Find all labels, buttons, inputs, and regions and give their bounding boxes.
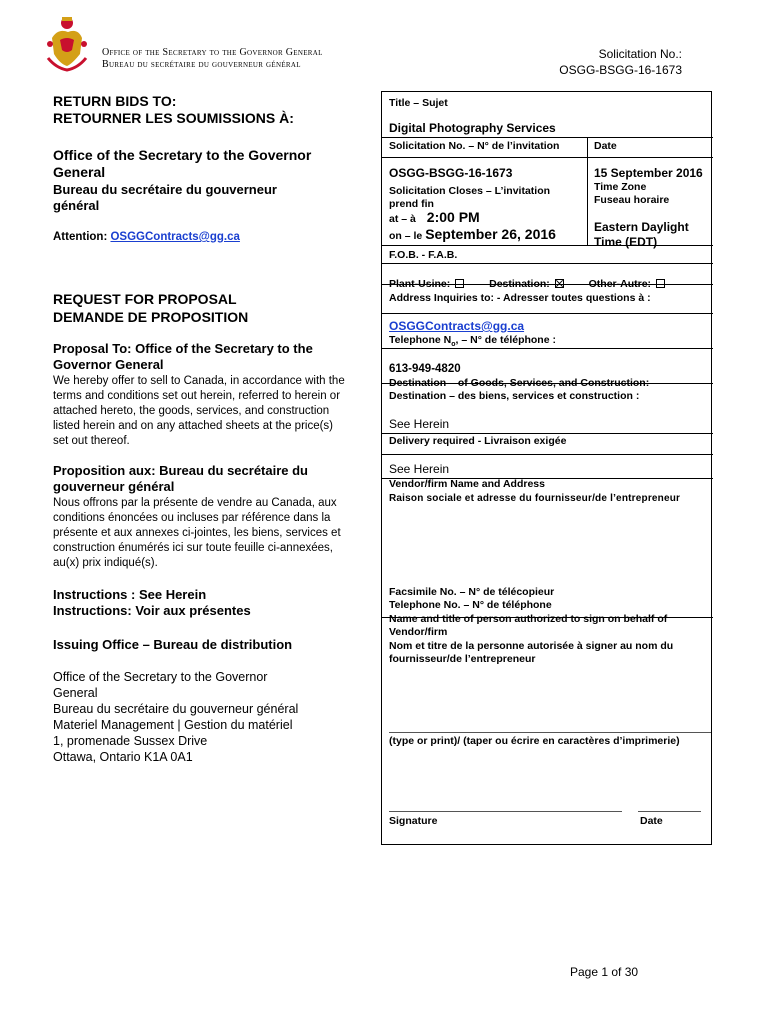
plant-checkbox[interactable] [455,279,464,288]
close-time-line [389,211,480,226]
telephone-label-sub: o [451,341,456,349]
rfp-en: REQUEST FOR PROPOSAL [53,291,237,307]
fax-label: Facsimile No. – N° de télécopieur [389,586,555,598]
address-line: Ottawa, Ontario K1A 0A1 [53,750,193,764]
fob-options [389,278,667,291]
office-title-en: Office of the Secretary to the Governor General [102,47,323,58]
office-title [102,47,323,71]
sol-no-label: Solicitation No. – N° de l’invitation [389,140,560,152]
attention-label: Attention: [53,231,111,243]
address-line: Bureau du secrétaire du gouverneur général [53,702,299,716]
solicitation-header [559,46,682,78]
signature-line [389,811,622,812]
address-line: Materiel Management | Gestion du matériel [53,718,293,732]
solicitation-label: Solicitation No.: [598,47,682,61]
close-date-value: September 26, 2016 [425,226,556,242]
page-number: Page 1 of 30 [570,965,639,979]
office-name-fr: Bureau du secrétaire du gouverneur général [53,182,277,213]
close-date-line [389,228,556,243]
on-label: on – le [389,230,423,242]
plant-label: Plant-Usine: [389,278,451,290]
name-signature-line [389,732,711,733]
authorized-label-en: Name and title of person authorized to sign on behalf of Vendor/firm [389,613,668,638]
attention-line [53,231,240,243]
authorized-label-fr: Nom et titre de la personne autorisée à signer au nom du fournisseur/de l’entrepreneur [389,640,674,665]
signature-date-label: Date [640,815,663,827]
return-bids-en: RETURN BIDS TO: [53,93,177,109]
telephone-label [389,334,556,351]
issuing-office: Issuing Office – Bureau de distribution [53,637,293,652]
tz-label-en: Time Zone [594,181,647,193]
instructions-fr: Instructions: Voir aux présentes [53,603,251,618]
tz-value: Eastern Daylight Time (EDT) [594,220,689,249]
sol-no-value: OSGG-BSGG-16-1673 [389,166,513,180]
dest-goods-fr: Destination – des biens, services et construction : [389,390,640,402]
phone-label: Telephone No. – N° de téléphone [389,599,552,611]
address-inquiries-label: Address Inquiries to: - Adresser toutes questions à : [389,292,651,304]
solicitation-number: OSGG-BSGG-16-1673 [559,63,682,77]
office-name-en: Office of the Secretary to the Governor General [53,147,312,180]
fob-label: F.O.B. - F.A.B. [389,249,458,261]
date-line [638,811,701,812]
telephone-label-text: Telephone N [389,334,452,346]
return-bids-fr: RETOURNER LES SOUMISSIONS À: [53,110,294,126]
see-herein-delivery: See Herein [389,462,450,476]
title-label: Title – Sujet [389,97,448,109]
vendor-label-en: Vendor/firm Name and Address [389,478,545,490]
see-herein-destination: See Herein [389,417,450,431]
attention-email-link[interactable]: OSGGContracts@gg.ca [110,231,240,243]
destination-label: Destination: [489,278,550,290]
destination-checkbox[interactable] [555,279,564,288]
signature-label: Signature [389,815,438,827]
date-label: Date [594,140,617,152]
delivery-label: Delivery required - Livraison exigée [389,435,567,447]
closes-label: Solicitation Closes – L’invitation prend fin [389,185,551,210]
telephone-value: 613-949-4820 [389,363,461,375]
address-line: Office of the Secretary to the Governor General [53,670,268,700]
vendor-label-fr: Raison sociale et adresse du fournisseur/de l’entrepreneur [389,493,681,504]
dest-goods-en: Destination – of Goods, Services, and Construction: [389,377,650,389]
proposal-text-fr: Nous offrons par la présente de vendre au Canada, aux conditions énoncées ou incluses par référence dans la présente et aux annexes ci-jointes, les biens, services et construction énumérés ici sur toute feuille ci-annexées, au(x) prix indiqué(s). [53,497,341,569]
title-value: Digital Photography Services [389,121,556,135]
issuing-address [53,669,353,765]
telephone-label-rest: , – N° de téléphone : [455,334,556,346]
solicitation-info-box [381,91,712,845]
proposal-to-en: Proposal To: Office of the Secretary to the Governor General [53,341,313,372]
other-checkbox[interactable] [656,279,665,288]
address-line: 1, promenade Sussex Drive [53,734,208,748]
office-title-fr: Bureau du secrétaire du gouverneur général [102,59,301,70]
inquiry-email-link[interactable]: OSGGContracts@gg.ca [389,319,525,333]
instructions-en: Instructions : See Herein [53,587,207,602]
time-value: 2:00 PM [426,209,480,225]
crest-logo [38,14,96,72]
rfp-fr: DEMANDE DE PROPOSITION [53,309,249,325]
proposal-text-en: We hereby offer to sell to Canada, in accordance with the terms and conditions set out herein, referred to herein or attached hereto, the goods, services, and construction listed herein and on any attached sheets at the price(s) set out thereof. [53,375,345,447]
date-value: 15 September 2016 [594,166,703,180]
proposal-to-fr: Proposition aux: Bureau du secrétaire du gouverneur général [53,463,308,494]
other-label: Other-Autre: [588,278,652,290]
at-label: at – à [389,213,416,225]
type-print-label: (type or print)/ (taper ou écrire en caractères d’imprimerie) [389,735,680,747]
tz-label-fr: Fuseau horaire [594,194,670,206]
